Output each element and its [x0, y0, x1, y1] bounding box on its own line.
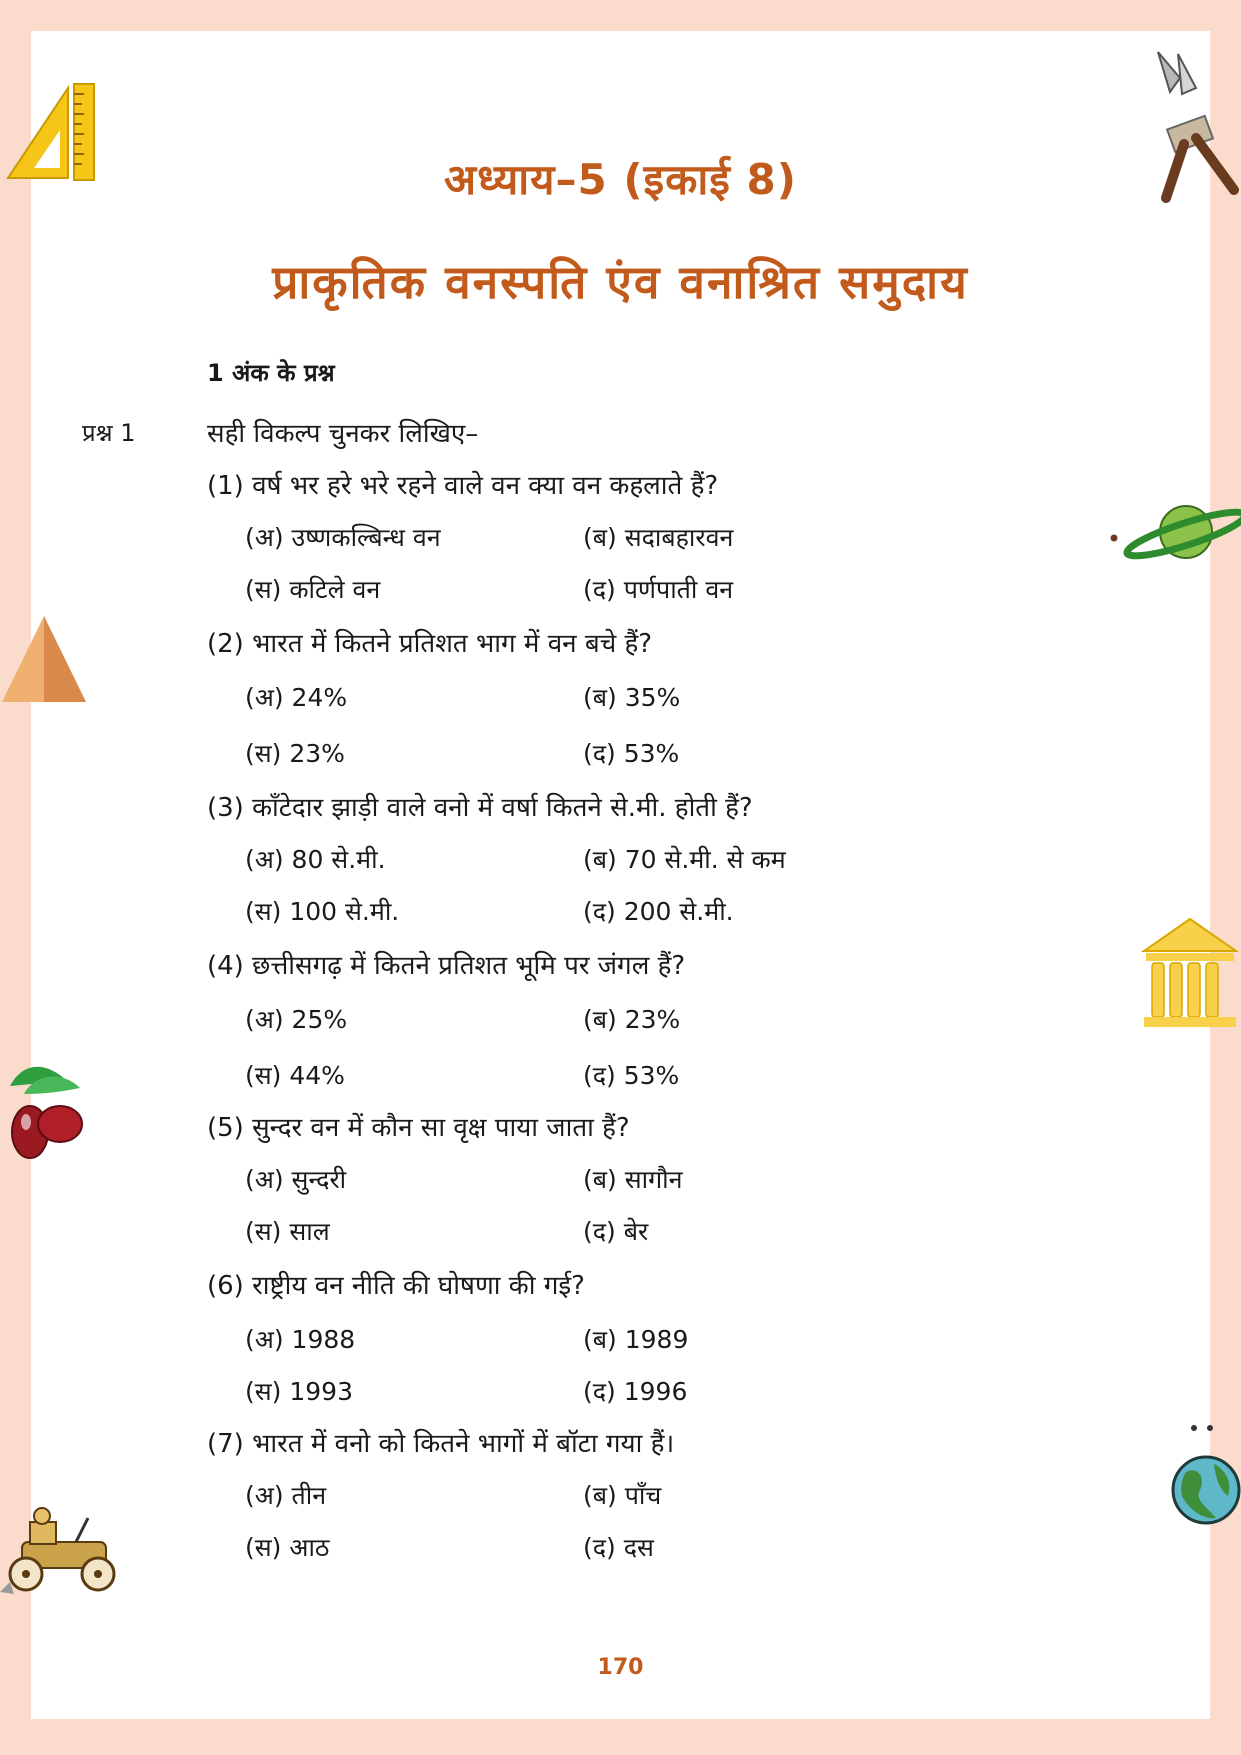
question-label: प्रश्न 1 — [82, 419, 136, 447]
jamun-fruit-icon — [4, 1058, 88, 1164]
option-a: (अ) 24% — [245, 683, 348, 712]
option-b: (ब) 23% — [583, 1005, 681, 1034]
option-b: (ब) 35% — [583, 683, 681, 712]
ringed-planet-icon — [1110, 500, 1241, 580]
option-c: (स) 100 से.मी. — [245, 897, 400, 926]
section-heading: 1 अंक के प्रश्न — [207, 359, 335, 387]
question-7: (7) भारत में वनो को कितने भागों में बॉटा गया हैं। — [207, 1429, 675, 1459]
option-b: (ब) सागौन — [583, 1165, 683, 1194]
question-3: (3) काँटेदार झाड़ी वाले वनो में वर्षा कितने से.मी. होती हैं? — [207, 793, 753, 823]
option-b: (ब) 70 से.मी. से कम — [583, 845, 786, 874]
option-d: (द) 200 से.मी. — [583, 897, 734, 926]
greek-temple-icon — [1140, 915, 1241, 1029]
question-2: (2) भारत में कितने प्रतिशत भाग में वन बचे हैं? — [207, 629, 653, 659]
option-a: (अ) सुन्दरी — [245, 1165, 347, 1194]
question-4: (4) छत्तीसगढ़ में कितने प्रतिशत भूमि पर जंगल हैं? — [207, 951, 686, 981]
question-1: (1) वर्ष भर हरे भरे रहने वाले वन क्या वन कहलाते हैं? — [207, 471, 719, 501]
option-d: (द) दस — [583, 1533, 654, 1562]
option-d: (द) बेर — [583, 1217, 649, 1246]
option-a: (अ) उष्णकल्बिन्ध वन — [245, 523, 441, 552]
question-6: (6) राष्ट्रीय वन नीति की घोषणा की गई? — [207, 1271, 585, 1301]
option-b: (ब) सदाबहारवन — [583, 523, 734, 552]
option-b: (ब) पाँच — [583, 1481, 662, 1510]
globe-icon — [1166, 1422, 1241, 1530]
option-c: (स) साल — [245, 1217, 330, 1246]
option-c: (स) 23% — [245, 739, 345, 768]
option-a: (अ) 25% — [245, 1005, 348, 1034]
option-a: (अ) 80 से.मी. — [245, 845, 386, 874]
option-d: (द) 53% — [583, 1061, 680, 1090]
option-c: (स) आठ — [245, 1533, 330, 1562]
option-d: (द) 53% — [583, 739, 680, 768]
instruction: सही विकल्प चुनकर लिखिए– — [207, 419, 479, 449]
page-number: 170 — [597, 1655, 644, 1680]
chapter-title: अध्याय–5 (इकाई 8) — [444, 155, 797, 204]
option-c: (स) 44% — [245, 1061, 345, 1090]
vintage-car-icon — [0, 1502, 124, 1598]
option-a: (अ) तीन — [245, 1481, 327, 1510]
option-d: (द) पर्णपाती वन — [583, 575, 734, 604]
option-b: (ब) 1989 — [583, 1325, 689, 1354]
option-d: (द) 1996 — [583, 1377, 688, 1406]
pyramid-icon — [0, 614, 90, 706]
option-a: (अ) 1988 — [245, 1325, 356, 1354]
question-5: (5) सुन्दर वन में कौन सा वृक्ष पाया जाता हैं? — [207, 1113, 630, 1143]
chapter-subtitle: प्राकृतिक वनस्पति एंव वनाश्रित समुदाय — [272, 255, 969, 309]
option-c: (स) कटिले वन — [245, 575, 381, 604]
option-c: (स) 1993 — [245, 1377, 353, 1406]
